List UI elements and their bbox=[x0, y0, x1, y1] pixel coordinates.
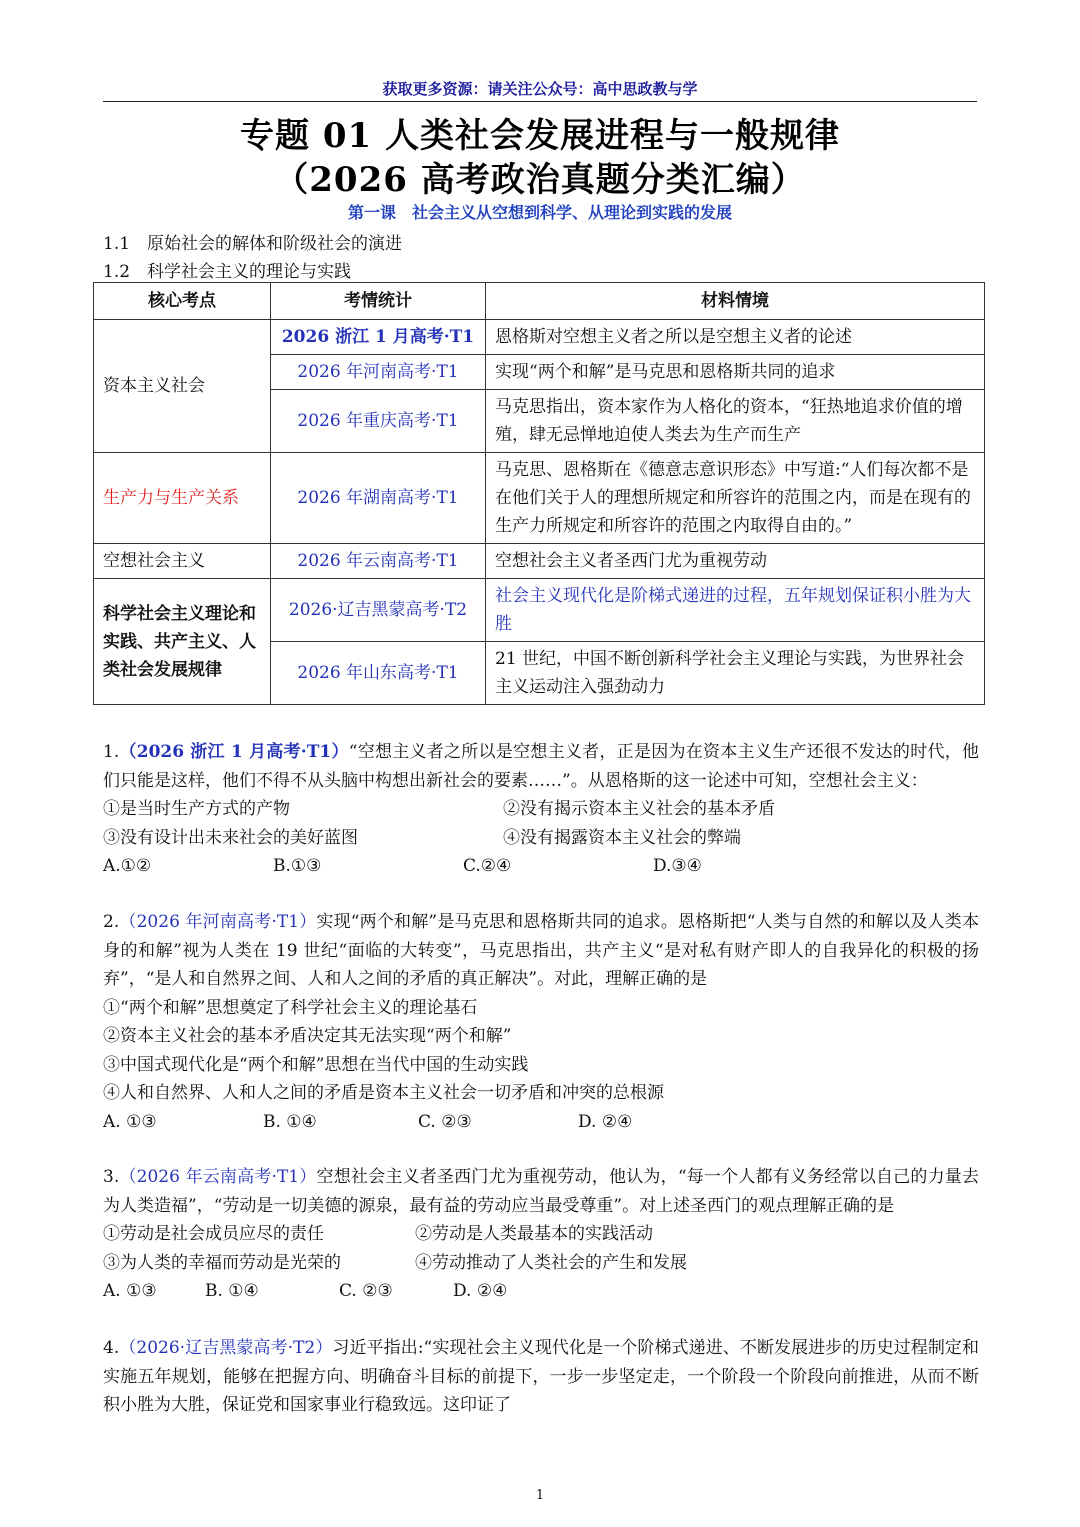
statement-item: ②没有揭示资本主义社会的基本矛盾 bbox=[503, 799, 775, 819]
question-3 bbox=[103, 1163, 979, 1306]
question-number: 3. bbox=[103, 1167, 120, 1187]
statement-row bbox=[103, 824, 979, 853]
table-header-stats: 考情统计 bbox=[271, 283, 486, 320]
choice-a: A.①② bbox=[103, 856, 152, 876]
choice-b: B. ①④ bbox=[263, 1111, 317, 1132]
question-text: 习近平指出:“实现社会主义现代化是一个阶梯式递进、不断发展进步的历史过程制定和实施五年规划，能够在把握方向、明确奋斗目标的前提下，一步一步坚定走，一个阶段一个阶段向前推进，从而不断积小胜为大胜，保证党和国家事业行稳致远。这印证了 bbox=[103, 1338, 979, 1415]
statement-item: ④劳动推动了人类社会的产生和发展 bbox=[415, 1252, 687, 1273]
table-topic-cell: 生产力与生产关系 bbox=[94, 453, 271, 544]
statement-item: ①劳动是社会成员应尽的责任 bbox=[103, 1224, 324, 1244]
table-topic-cell: 科学社会主义理论和实践、共产主义、人类社会发展规律 bbox=[94, 579, 271, 705]
statement-item: ④人和自然界、人和人之间的矛盾是资本主义社会一切矛盾和冲突的总根源 bbox=[103, 1083, 664, 1103]
choices-row bbox=[103, 1108, 979, 1137]
choice-a: A. ①③ bbox=[103, 1281, 157, 1301]
table-source-cell: 2026·辽吉黑蒙高考·T2 bbox=[271, 579, 486, 642]
table-context-cell: 恩格斯对空想主义者之所以是空想主义者的论述 bbox=[486, 320, 985, 355]
header-note: 获取更多资源：请关注公众号：高中思政教与学 bbox=[382, 80, 698, 98]
question-2 bbox=[103, 908, 979, 1136]
table-row bbox=[94, 453, 985, 544]
question-number: 2. bbox=[103, 912, 120, 932]
table-context-cell: 实现“两个和解”是马克思和恩格斯共同的追求 bbox=[486, 355, 985, 390]
choice-c: C.②④ bbox=[463, 856, 512, 876]
page-number: 1 bbox=[535, 1488, 545, 1503]
page-title-line1: 专题 01 人类社会发展进程与一般规律 bbox=[240, 116, 840, 156]
statement-row bbox=[103, 1220, 979, 1249]
choice-a: A. ①③ bbox=[103, 1111, 157, 1132]
table-row bbox=[94, 320, 985, 355]
table-source-cell: 2026 年云南高考·T1 bbox=[271, 544, 486, 579]
statement-item: ②劳动是人类最基本的实践活动 bbox=[415, 1224, 653, 1244]
choice-d: D. ②④ bbox=[578, 1111, 633, 1132]
statement-row bbox=[103, 795, 979, 824]
statement-item: ③中国式现代化是“两个和解”思想在当代中国的生动实践 bbox=[103, 1054, 529, 1075]
choice-d: D. ②④ bbox=[453, 1281, 508, 1301]
question-number: 4. bbox=[103, 1338, 120, 1358]
table-topic-cell: 空想社会主义 bbox=[94, 544, 271, 579]
question-number: 1. bbox=[103, 742, 120, 762]
section-heading-1-1: 1.1 原始社会的解体和阶级社会的演进 bbox=[103, 234, 403, 254]
statement-item: ④没有揭露资本主义社会的弊端 bbox=[503, 827, 741, 848]
table-header-context: 材料情境 bbox=[486, 283, 985, 320]
question-source: （2026 浙江 1 月高考·T1） bbox=[119, 742, 349, 762]
section-heading-1-2: 1.2 科学社会主义的理论与实践 bbox=[103, 262, 352, 282]
choice-c: C. ②③ bbox=[418, 1111, 472, 1132]
question-text: 空想社会主义者圣西门尤为重视劳动，他认为，“每一个人都有义务经常以自己的力量去为人类造福”，“劳动是一切美德的源泉，最有益的劳动应当最受尊重”。对上述圣西门的观点理解正确的是 bbox=[103, 1167, 979, 1216]
question-text: 实现“两个和解”是马克思和恩格斯共同的追求。恩格斯把“人类与自然的和解以及人类本身的和解”视为人类在 19 世纪“面临的大转变”，马克思指出，共产主义“是对私有财产即人的自我异化的积极的扬弃”，“是人和自然界之间、人和人之间的矛盾的真正解决”。对此，理解正确的是 bbox=[103, 912, 979, 989]
exam-statistics-table bbox=[93, 282, 985, 705]
question-source: （2026·辽吉黑蒙高考·T2） bbox=[119, 1338, 333, 1358]
table-context-cell: 21 世纪，中国不断创新科学社会主义理论与实践，为世界社会主义运动注入强劲动力 bbox=[486, 642, 985, 705]
table-header-row bbox=[94, 283, 985, 320]
choices-row bbox=[103, 852, 979, 881]
lesson-subtitle: 第一课 社会主义从空想到科学、从理论到实践的发展 bbox=[347, 203, 732, 222]
table-header-topic: 核心考点 bbox=[94, 283, 271, 320]
question-stem bbox=[103, 1334, 979, 1420]
question-source: （2026 年河南高考·T1） bbox=[119, 912, 317, 932]
table-context-cell: 社会主义现代化是阶梯式递进的过程，五年规划保证积小胜为大胜 bbox=[486, 579, 985, 642]
table-source-cell: 2026 年河南高考·T1 bbox=[271, 355, 486, 390]
question-text: “空想主义者之所以是空想主义者，正是因为在资本主义生产还很不发达的时代，他们只能是这样，他们不得不从头脑中构想出新社会的要素……”。从恩格斯的这一论述中可知，空想社会主义： bbox=[103, 742, 979, 791]
table-source-cell: 2026 年山东高考·T1 bbox=[271, 642, 486, 705]
table-context-cell: 空想社会主义者圣西门尤为重视劳动 bbox=[486, 544, 985, 579]
table-row bbox=[94, 579, 985, 642]
question-stem bbox=[103, 1163, 979, 1220]
table-row bbox=[94, 544, 985, 579]
question-4 bbox=[103, 1334, 979, 1420]
choice-c: C. ②③ bbox=[339, 1281, 393, 1301]
table-source-cell: 2026 浙江 1 月高考·T1 bbox=[271, 320, 486, 355]
table-topic-cell: 资本主义社会 bbox=[94, 320, 271, 453]
question-1 bbox=[103, 738, 979, 881]
header-rule bbox=[103, 101, 977, 102]
choice-b: B. ①④ bbox=[205, 1281, 259, 1301]
table-source-cell: 2026 年重庆高考·T1 bbox=[271, 390, 486, 453]
statement-item: ③为人类的幸福而劳动是光荣的 bbox=[103, 1252, 341, 1273]
page-title-line2: （2026 高考政治真题分类汇编） bbox=[274, 160, 806, 200]
statement-item: ③没有设计出未来社会的美好蓝图 bbox=[103, 827, 358, 848]
statement-item: ①“两个和解”思想奠定了科学社会主义的理论基石 bbox=[103, 997, 478, 1018]
table-context-cell: 马克思、恩格斯在《德意志意识形态》中写道:“人们每次都不是在他们关于人的理想所规定和所容许的范围之内，而是在现有的生产力所规定和所容许的范围之内取得自由的。” bbox=[486, 453, 985, 544]
choices-row bbox=[103, 1277, 979, 1306]
question-source: （2026 年云南高考·T1） bbox=[119, 1167, 317, 1187]
question-stem bbox=[103, 908, 979, 994]
table-context-cell: 马克思指出，资本家作为人格化的资本，“狂热地追求价值的增殖，肆无忌惮地迫使人类去为生产而生产 bbox=[486, 390, 985, 453]
question-stem bbox=[103, 738, 979, 795]
statement-item: ②资本主义社会的基本矛盾决定其无法实现“两个和解” bbox=[103, 1026, 512, 1046]
statement-item: ①是当时生产方式的产物 bbox=[103, 799, 290, 819]
choice-d: D.③④ bbox=[653, 856, 702, 876]
choice-b: B.①③ bbox=[273, 856, 322, 876]
table-source-cell: 2026 年湖南高考·T1 bbox=[271, 453, 486, 544]
statement-row bbox=[103, 1249, 979, 1278]
